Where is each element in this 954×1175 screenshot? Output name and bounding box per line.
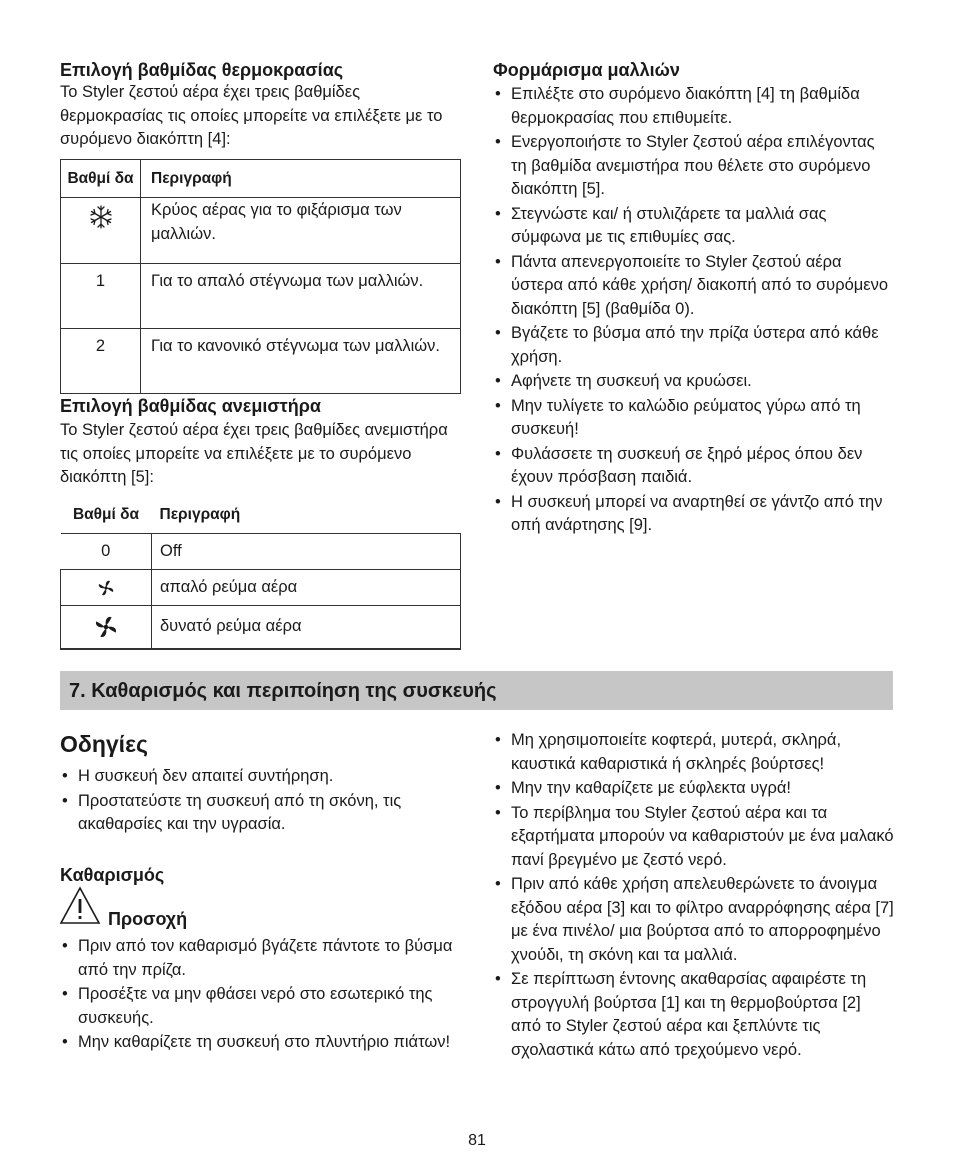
col-description-header: Περιγραφή <box>159 505 241 523</box>
list-item: • Μην την καθαρίζετε με εύφλεκτα υγρά! <box>493 777 895 801</box>
temperature-heading: Επιλογή βαθμίδας θερμοκρασίας <box>60 60 344 80</box>
page-number: 81 <box>468 1132 486 1149</box>
list-item: • Βγάζετε το βύσμα από την πρίζα ύστερα από κάθε χρήση. <box>493 322 893 369</box>
level-cell <box>61 198 141 264</box>
description-cell: δυνατό ρεύμα αέρα <box>152 606 461 650</box>
description-cell: Κρύος αέρας για το φιξάρισμα των μαλλιών. <box>141 198 461 264</box>
table-row <box>61 329 461 394</box>
list-item: • Φυλάσσετε τη συσκευή σε ξηρό μέρος όπου δεν έχουν πρόσβαση παιδιά. <box>493 443 893 490</box>
list-item: • Σε περίπτωση έντονης ακαθαρσίας αφαιρέστε τη στρογγυλή βούρτσα [1] και τη θερμοβούρτσα [2] από το Styler ζεστού αέρα και ξεπλύντε τις σχολαστικά κάτω από τρεχούμενο νερό. <box>493 968 895 1062</box>
instructions-list <box>60 765 460 837</box>
fan-small-icon <box>96 578 116 598</box>
temperature-intro: Το Styler ζεστού αέρα έχει τρεις βαθμίδες θερμοκρασίας τις οποίες μπορείτε να επιλέξετε με το συρόμενο διακόπτη [4]: <box>60 83 443 148</box>
list-item: • Η συσκευή μπορεί να αναρτηθεί σε γάντζο από την οπή ανάρτησης [9]. <box>493 491 893 538</box>
table-row <box>61 606 461 650</box>
section-title: 7. Καθαρισμός και περιποίηση της συσκευής <box>69 680 497 702</box>
level-cell: 2 <box>61 329 141 394</box>
col-level-header: Βαθμί δα <box>61 160 141 198</box>
cleaning-list <box>493 729 895 1062</box>
list-item: • Η συσκευή δεν απαιτεί συντήρηση. <box>60 765 460 789</box>
fan-intro: Το Styler ζεστού αέρα έχει τρεις βαθμίδες ανεμιστήρα τις οποίες μπορείτε να επιλέξετε με το συρόμενο διακόπτη [5]: <box>60 421 448 486</box>
description-cell: Για το κανονικό στέγνωμα των μαλλιών. <box>141 329 461 394</box>
fan-large-icon <box>92 613 120 641</box>
table-header-row <box>61 160 461 198</box>
level-cell: 0 <box>61 534 152 570</box>
list-item: • Μην καθαρίζετε τη συσκευή στο πλυντήριο πιάτων! <box>60 1031 460 1055</box>
table-header-row <box>61 496 461 534</box>
fan-heading: Επιλογή βαθμίδας ανεμιστήρα <box>60 396 321 416</box>
description-cell: Για το απαλό στέγνωμα των μαλλιών. <box>141 264 461 329</box>
list-item: • Προσέξτε να μην φθάσει νερό στο εσωτερικό της συσκευής. <box>60 983 460 1030</box>
description-cell: απαλό ρεύμα αέρα <box>152 570 461 606</box>
list-item: • Επιλέξτε στο συρόμενο διακόπτη [4] τη βαθμίδα θερμοκρασίας που επιθυμείτε. <box>493 83 893 130</box>
level-cell: 1 <box>61 264 141 329</box>
list-item: • Προστατεύστε τη συσκευή από τη σκόνη, τις ακαθαρσίες και την υγρασία. <box>60 790 460 837</box>
fan-table <box>60 496 461 650</box>
list-item: • Το περίβλημα του Styler ζεστού αέρα και τα εξαρτήματα μπορούν να καθαριστούν με ένα μαλακό πανί βρεγμένο με ζεστό νερό. <box>493 802 895 873</box>
list-item: • Πριν από τον καθαρισμό βγάζετε πάντοτε το βύσμα από την πρίζα. <box>60 935 460 982</box>
table-row <box>61 570 461 606</box>
snowflake-icon <box>89 205 113 229</box>
caution-list <box>60 935 460 1055</box>
styling-list <box>493 83 893 538</box>
list-item: • Πάντα απενεργοποιείτε το Styler ζεστού αέρα ύστερα από κάθε χρήση/ διακοπή από το συρόμενο διακόπτη [5] (βαθμίδα 0). <box>493 251 893 322</box>
cleaning-heading: Καθαρισμός <box>60 865 165 885</box>
level-cell <box>61 570 152 606</box>
caution-label: Προσοχή <box>108 909 188 929</box>
list-item: • Μην τυλίγετε το καλώδιο ρεύματος γύρω από τη συσκευή! <box>493 395 893 442</box>
table-row <box>61 264 461 329</box>
table-row <box>61 534 461 570</box>
level-cell <box>61 606 152 650</box>
warning-triangle-icon <box>59 886 101 926</box>
section-title-bar <box>60 671 893 710</box>
list-item: • Ενεργοποιήστε το Styler ζεστού αέρα επιλέγοντας τη βαθμίδα ανεμιστήρα που θέλετε στο συρόμενο διακόπτη [5]. <box>493 131 893 202</box>
table-row <box>61 198 461 264</box>
list-item: • Αφήνετε τη συσκευή να κρυώσει. <box>493 370 893 394</box>
description-cell: Off <box>152 534 461 570</box>
temperature-table <box>60 159 461 394</box>
instructions-heading: Οδηγίες <box>60 731 148 757</box>
col-level-header: Βαθμί δα <box>72 505 140 523</box>
styling-heading: Φορμάρισμα μαλλιών <box>493 60 680 80</box>
col-description-header: Περιγραφή <box>141 160 461 198</box>
list-item: • Μη χρησιμοποιείτε κοφτερά, μυτερά, σκληρά, καυστικά καθαριστικά ή σκληρές βούρτσες! <box>493 729 895 776</box>
list-item: • Στεγνώστε και/ ή στυλιζάρετε τα μαλλιά σας σύμφωνα με τις επιθυμίες σας. <box>493 203 893 250</box>
list-item: • Πριν από κάθε χρήση απελευθερώνετε το άνοιγμα εξόδου αέρα [3] και το φίλτρο αναρρόφησης αέρα [7] με ένα πινέλο/ μια βούρτσα από το απορροφημένο χνούδι, τη σκόνη και τα μαλλιά. <box>493 873 895 967</box>
